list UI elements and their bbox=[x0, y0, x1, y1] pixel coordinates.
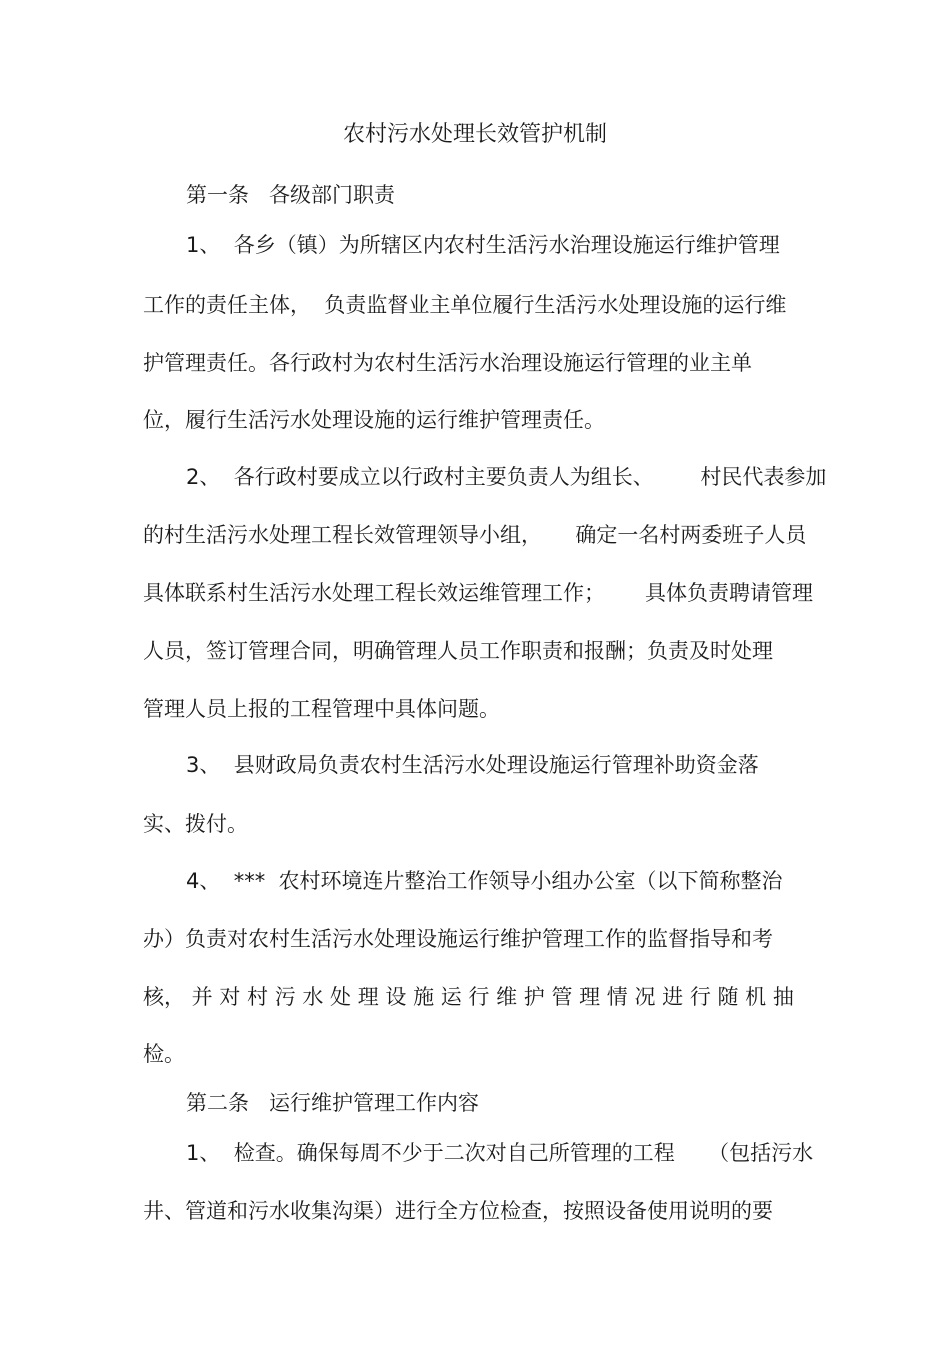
paragraph-line: 实、拨付。 bbox=[143, 812, 248, 836]
section-heading-1: 第一条 各级部门职责 bbox=[186, 183, 396, 207]
paragraph-line: 的村生活污水处理工程长效管理领导小组， 确定一名村两委班子人员 bbox=[143, 523, 807, 547]
paragraph-line: 具体联系村生活污水处理工程长效运维管理工作； 具体负责聘请管理 bbox=[143, 581, 814, 605]
paragraph-line: 人员，签订管理合同，明确管理人员工作职责和报酬；负责及时处理 bbox=[143, 639, 773, 663]
paragraph-line: 3、 县财政局负责农村生活污水处理设施运行管理补助资金落 bbox=[186, 753, 759, 777]
paragraph-line: 管理人员上报的工程管理中具体问题。 bbox=[143, 697, 500, 721]
paragraph-line: 4、 *** 农村环境连片整治工作领导小组办公室（以下简称整治 bbox=[186, 869, 783, 893]
paragraph-line: 工作的责任主体， 负责监督业主单位履行生活污水处理设施的运行维 bbox=[143, 293, 787, 317]
paragraph-line: 护管理责任。各行政村为农村生活污水治理设施运行管理的业主单 bbox=[143, 351, 752, 375]
paragraph-line: 井、管道和污水收集沟渠）进行全方位检查，按照设备使用说明的要 bbox=[143, 1199, 773, 1223]
paragraph-line: 2、 各行政村要成立以行政村主要负责人为组长、 村民代表参加 bbox=[186, 465, 827, 489]
document-title: 农村污水处理长效管护机制 bbox=[342, 122, 607, 147]
paragraph-line: 1、 各乡（镇）为所辖区内农村生活污水治理设施运行维护管理 bbox=[186, 233, 780, 257]
paragraph-line: 办）负责对农村生活污水处理设施运行维护管理工作的监督指导和考 bbox=[143, 927, 773, 951]
paragraph-line: 核， 并 对 村 污 水 处 理 设 施 运 行 维 护 管 理 情 况 进 行 随 机 抽 bbox=[143, 985, 794, 1009]
section-heading-2: 第二条 运行维护管理工作内容 bbox=[186, 1091, 480, 1115]
paragraph-line: 1、 检查。确保每周不少于二次对自己所管理的工程 （包括污水 bbox=[186, 1141, 814, 1165]
paragraph-line: 检。 bbox=[143, 1042, 185, 1066]
paragraph-line: 位，履行生活污水处理设施的运行维护管理责任。 bbox=[143, 408, 605, 432]
